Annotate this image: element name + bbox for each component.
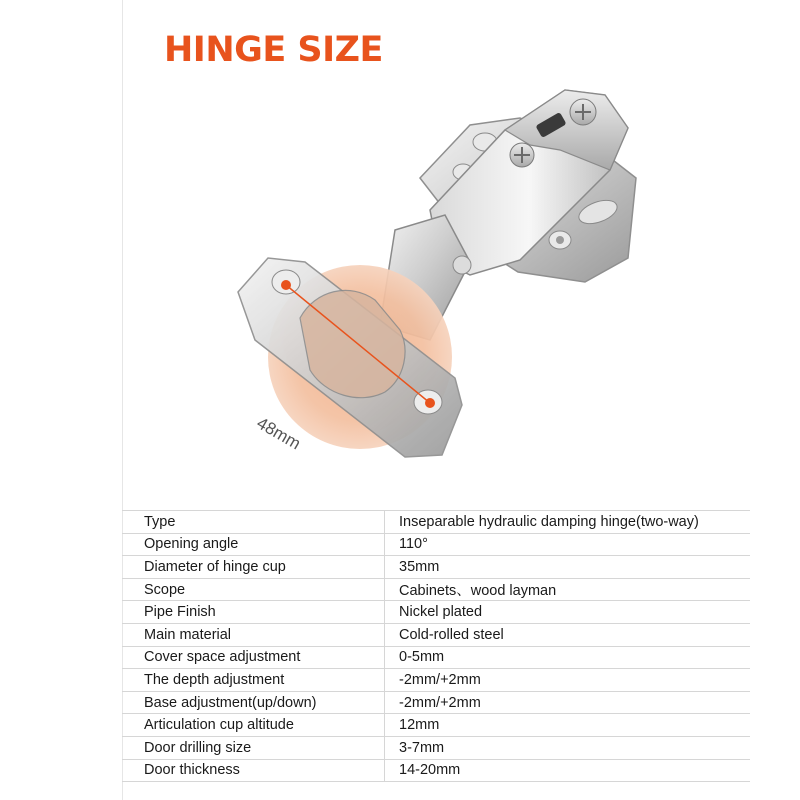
spec-label: Scope <box>122 578 385 601</box>
spec-value: -2mm/+2mm <box>385 691 751 714</box>
spec-label: Type <box>122 511 385 534</box>
spec-label: Main material <box>122 623 385 646</box>
dimension-label: 48mm <box>253 413 304 454</box>
spec-row <box>122 578 750 601</box>
spec-value: 3-7mm <box>385 736 751 759</box>
spec-row <box>122 556 750 579</box>
spec-label: Door drilling size <box>122 736 385 759</box>
spec-row <box>122 691 750 714</box>
spec-row <box>122 736 750 759</box>
spec-row <box>122 669 750 692</box>
spec-value: -2mm/+2mm <box>385 669 751 692</box>
spec-row <box>122 759 750 782</box>
spec-row <box>122 714 750 737</box>
spec-value: Cabinets、wood layman <box>385 578 751 601</box>
spec-value: 12mm <box>385 714 751 737</box>
spec-row <box>122 511 750 534</box>
spec-label: Articulation cup altitude <box>122 714 385 737</box>
spec-value: 35mm <box>385 556 751 579</box>
spec-label: Pipe Finish <box>122 601 385 624</box>
spec-row <box>122 533 750 556</box>
spec-value: 0-5mm <box>385 646 751 669</box>
spec-value: 110° <box>385 533 751 556</box>
spec-label: Cover space adjustment <box>122 646 385 669</box>
spec-row <box>122 601 750 624</box>
spec-table <box>122 510 750 782</box>
page-title: HINGE SIZE <box>164 30 383 70</box>
spec-row <box>122 646 750 669</box>
spec-label: The depth adjustment <box>122 669 385 692</box>
spec-value: 14-20mm <box>385 759 751 782</box>
spec-value: Inseparable hydraulic damping hinge(two-way) <box>385 511 751 534</box>
spec-value: Cold-rolled steel <box>385 623 751 646</box>
spec-label: Door thickness <box>122 759 385 782</box>
spec-row <box>122 623 750 646</box>
spec-label: Base adjustment(up/down) <box>122 691 385 714</box>
spec-value: Nickel plated <box>385 601 751 624</box>
spec-label: Opening angle <box>122 533 385 556</box>
spec-label: Diameter of hinge cup <box>122 556 385 579</box>
